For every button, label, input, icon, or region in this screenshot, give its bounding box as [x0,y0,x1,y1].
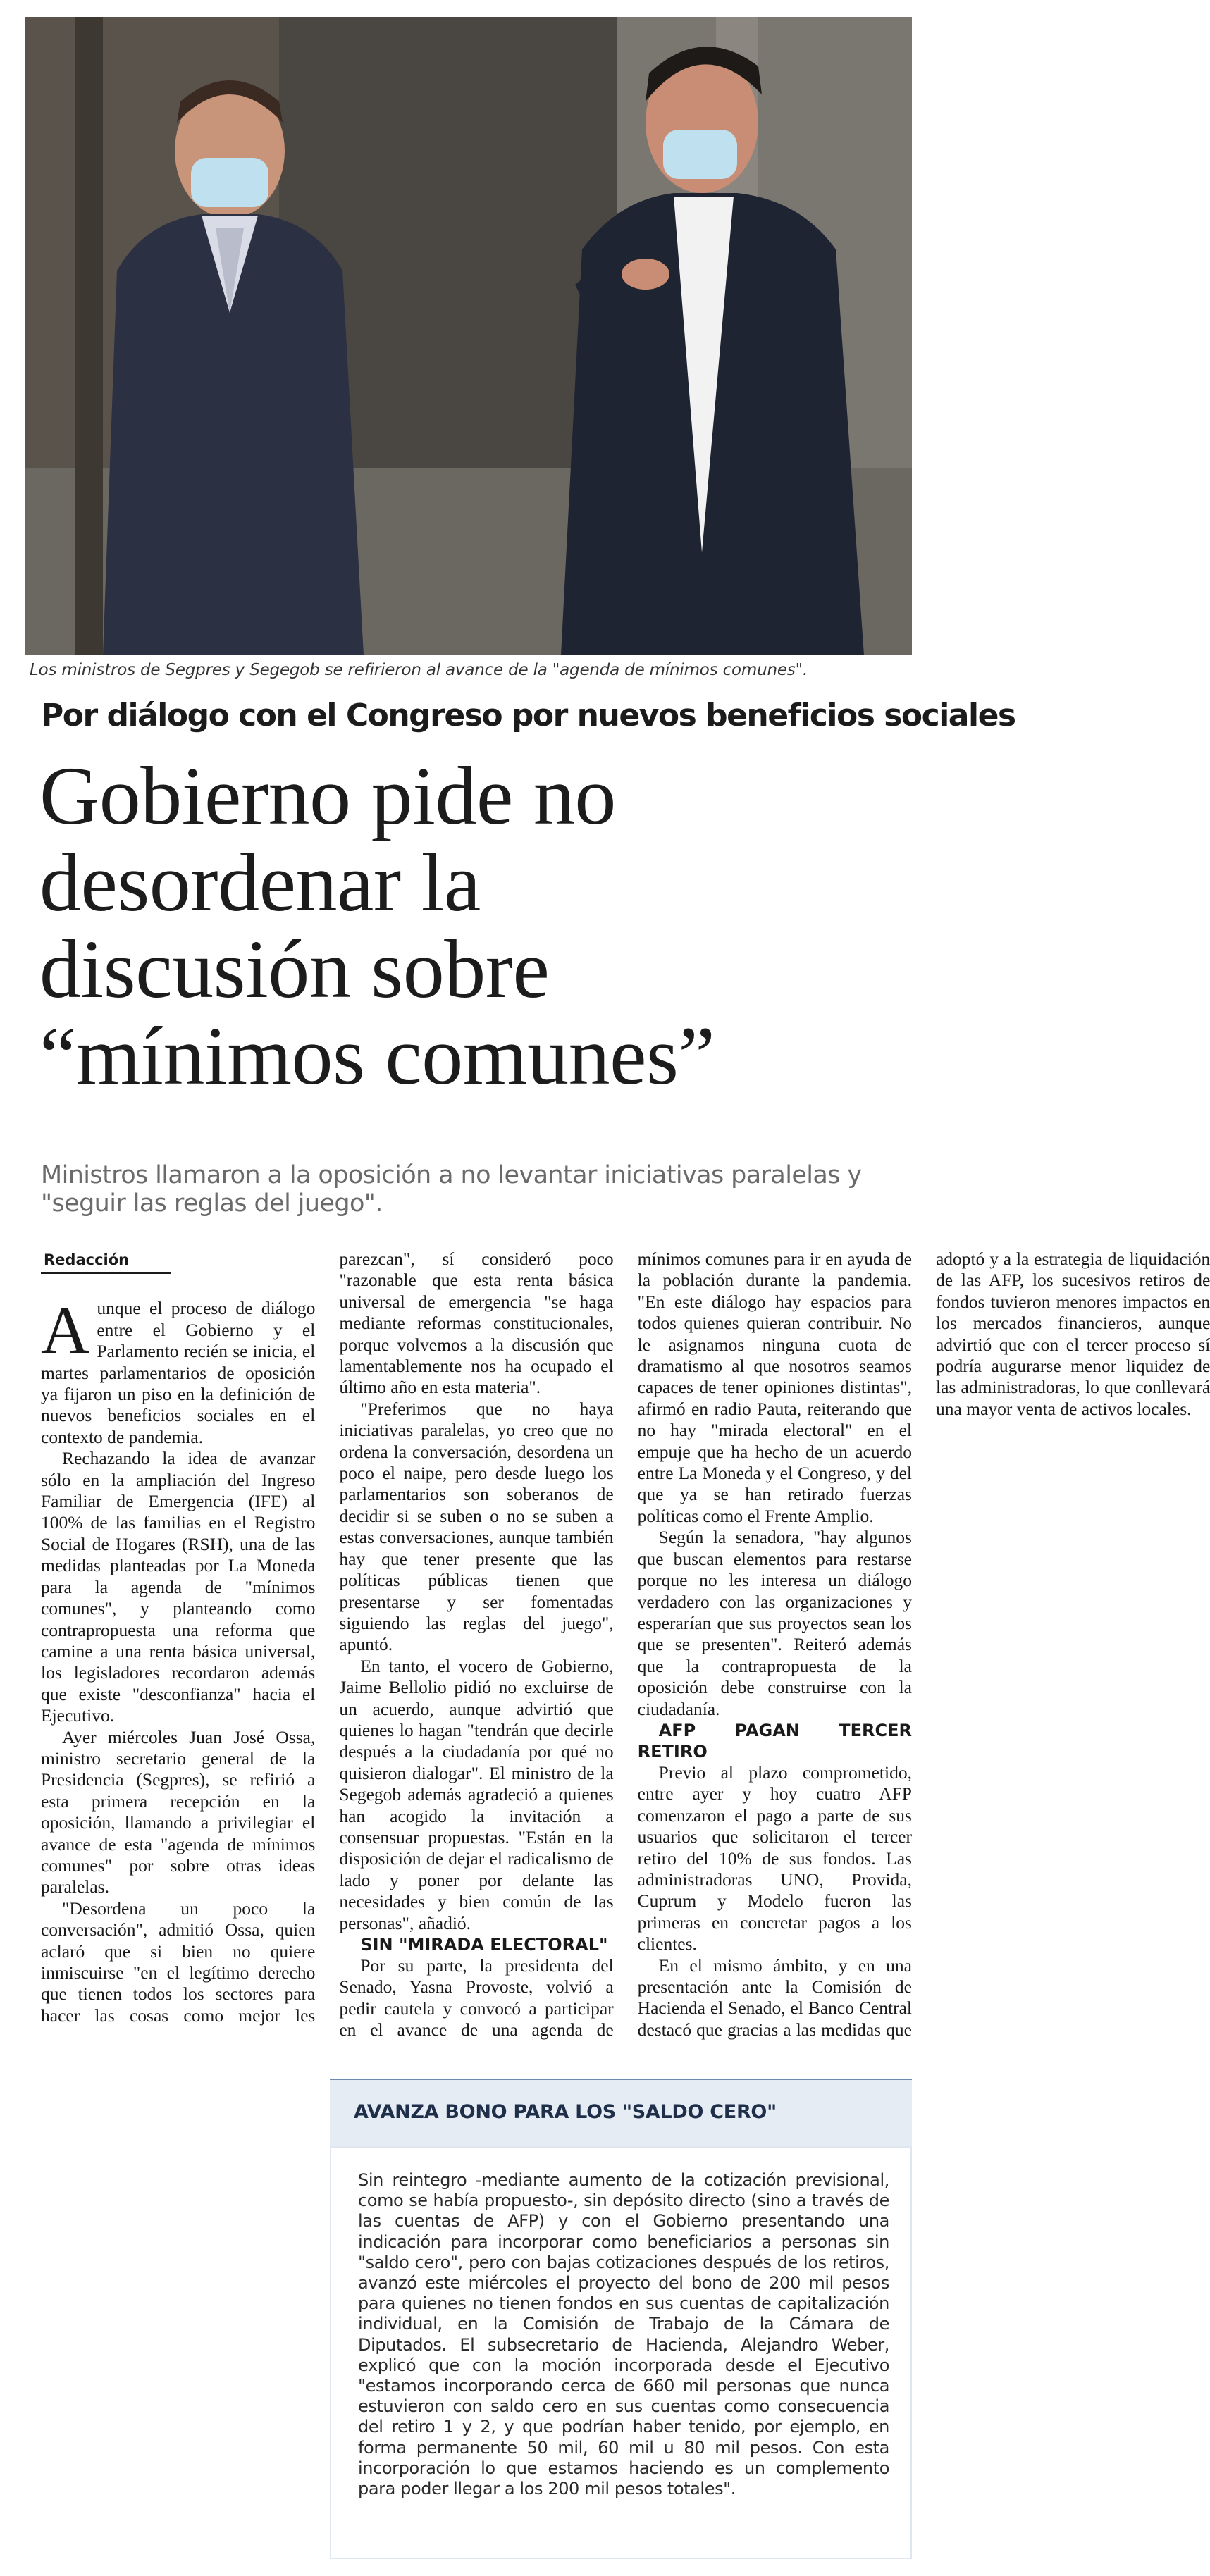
paragraph: En tanto, el vocero de Gobierno, Jaime Bellolio pidió no excluirse de un acuerdo, aunque advirtió que quienes lo hagan "tendrán que decirle después a la ciudadanía por qué no quisieron dialogar". El ministro de la Segegob además agradeció a quienes han acogido la invitación a consensuar propuestas. "Están en la disposición de dejar el radicalismo de lado y poner por delante las necesidades y bien común de las personas", añadió. [339,1655,614,1933]
paragraph [41,1292,316,1448]
paragraph: Por su parte, la presidenta del Senado, Yasna Provoste, volvió a pedir cautela y convocó a participar en el avance de una agenda de mínimos comunes para ir en ayuda de la población durante la pandemia. "En este diálogo hay espacios para todos quienes quieran contribuir. No le asignamos ninguna cuota de dramatismo al que nosotros seamos capaces de tener opiniones distintas", afirmó en radio Pauta, reiterando que no hay "mirada electoral" en el empuje que ha hecho de un acuerdo entre La Moneda y el Congreso, y del que ya se han retirado fuerzas políticas como el Frente Amplio. [339,1249,912,2041]
paragraph: Rechazando la idea de avanzar sólo en la ampliación del Ingreso Familiar de Emergencia (IFE) al 100% de las familias en el Registro Social de Hogares (RSH), una de las medidas planteadas por La Moneda para la agenda de "mínimos comunes", y planteando como contrapropuesta una reforma que camine a una renta básica universal, los legisladores recordaron además que existe "desconfianza" hacia el Ejecutivo. [41,1448,316,1726]
sidebar-box-header [330,2080,912,2145]
sidebar-box-title: AVANZA BONO PARA LOS "SALDO CERO" [354,2101,777,2123]
article-body [41,1249,1210,2045]
article-photo [25,17,912,655]
sidebar-box-text: Sin reintegro -mediante aumento de la cotización previsional, como se había propuesto-, sin depósito directo (sino a través de las cuentas de AFP) y con el Gobierno presentando una indicación para incorporar como beneficiarios a personas sin "saldo cero", pero con bajas cotizaciones después de los retiros, avanzó este miércoles el proyecto del bono de 200 mil pesos para quienes no tienen fondos en sus cuentas de capitalización individual, en la Comisión de Trabajo de la Cámara de Diputados. El subsecretario de Hacienda, Alejandro Weber, explicó que con la moción incorporada desde el Ejecutivo "estamos incorporando cerca de 660 mil personas que nunca estuvieron con saldo cero en sus cuentas como consecuencia del retiro 1 y 2, y que podrían haber tenido, por ejemplo, en forma permanente 50 mil, 60 mil u 80 mil pesos. Con esta incorporación lo que estamos haciendo es un complemento para poder llegar a los 200 mil pesos totales". [358,2170,889,2499]
paragraph: Previo al plazo comprometido, entre ayer y hoy cuatro AFP comenzaron el pago a parte de sus usuarios que solicitaron el tercer retiro del 10% de sus fondos. Las administradoras UNO, Provida, Cuprum y Modelo fueron las primeras en concretar pagos a los clientes. [637,1761,912,1955]
subhead: AFP PAGAN TERCER RETIRO [637,1720,912,1761]
paragraph: En el mismo ámbito, y en una presentación ante la Comisión de Hacienda el Senado, el Banco Central destacó que gracias a las medidas que adoptó y a la estrategia de liquidación de las AFP, los sucesivos retiros de fondos tuvieron menores impactos en los mercados financieros, aunque advirtió que con el tercer proceso sí podría augurarse menor liquidez de las administradoras, lo que conllevará una mayor venta de activos locales. [637,1249,1210,2040]
paragraph: "Preferimos que no haya iniciativas paralelas, yo creo que no ordena la conversación, desordena un poco el naipe, pero desde luego los parlamentarios son soberanos de decidir si se suben o no se suben a estas conversaciones, aunque también hay que tener presente que las políticas públicas tienen que presentarse y ser fomentadas siguiendo las reglas del juego", apuntó. [339,1398,614,1655]
byline: Redacción [41,1249,171,1274]
photo-caption: Los ministros de Segpres y Segegob se refirieron al avance de la "agenda de mínimos comunes". [30,661,808,679]
headline [39,750,920,1102]
kicker: Por diálogo con el Congreso por nuevos beneficios sociales [41,698,1015,733]
ministers-photo-illustration [25,17,912,655]
paragraph: Ayer miércoles Juan José Ossa, ministro secretario general de la Presidencia (Segpres), se refirió a esta primera recepción en la oposición, llamando a privilegiar el avance de esta "agenda de mínimos comunes" por sobre otras ideas paralelas. [41,1726,316,1897]
sidebar-box-body [330,2146,912,2559]
subhead: SIN "MIRADA ELECTORAL" [360,1935,608,1955]
deck: Ministros llamaron a la oposición a no levantar iniciativas paralelas y "seguir las reglas del juego". [41,1161,862,1218]
headline-line: discusión sobre [39,923,550,1015]
paragraph-text: unque el proceso de diálogo entre el Gobierno y el Parlamento recién se inicia, el martes parlamentarios de oposición ya fijaron un piso en la definición de nuevos beneficios sociales en el contexto de pandemia. [41,1298,316,1447]
paragraph: "Desordena un poco la conversación", admitió Ossa, quien aclaró que si bien no quiere inmiscuirse "en el legítimo derecho que tienen todos los sectores para hacer las cosas como mejor les parezcan", sí consideró poco "razonable que esta renta básica universal de emergencia "se haga mediante reformas constitucionales, porque volvemos a la discusión que lamentablemente nos ha ocupado el último año en esta materia". [41,1249,614,2026]
headline-line: desordenar la [39,836,481,929]
drop-cap: A [41,1292,90,1368]
headline-line: “mínimos comunes” [39,1010,715,1102]
sidebar-box [330,2079,912,2559]
paragraph: Según la senadora, "hay algunos que buscan elementos para restarse porque no les interesa un diálogo verdadero con las organizaciones y esperarían que sus proyectos sean los que se presenten". Reiteró además que la contrapropuesta de la oposición debe construirse con la ciudadanía. [637,1527,912,1719]
headline-line: Gobierno pide no [39,750,616,842]
